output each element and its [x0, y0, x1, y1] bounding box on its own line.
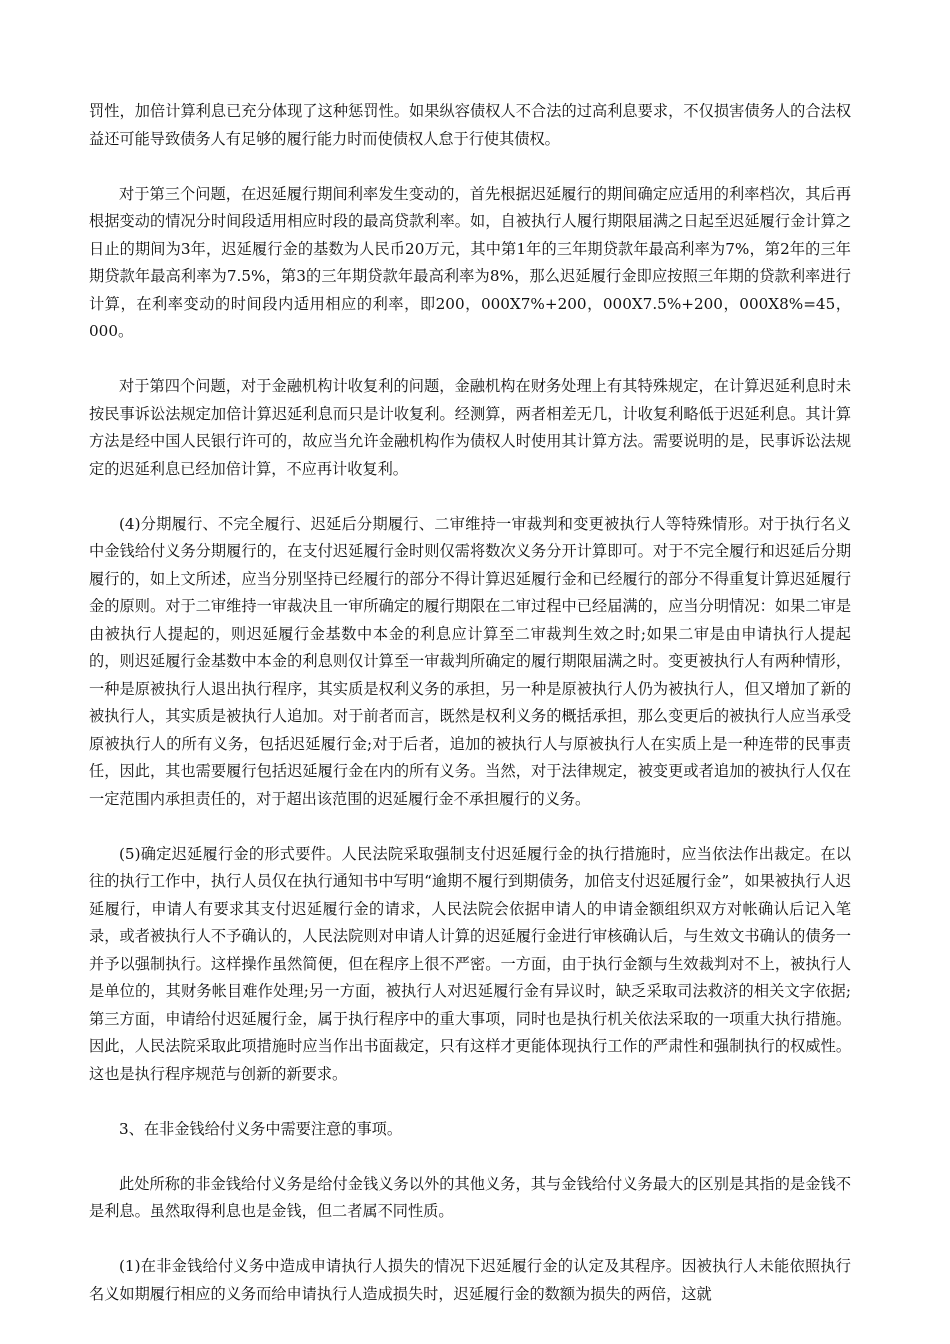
paragraph-non-monetary-loss: (1)在非金钱给付义务中造成申请执行人损失的情况下迟延履行金的认定及其程序。因被执行人未能依照执行名义如期履行相应的义务而给申请执行人造成损失时，迟延履行金的数额为损失的两倍，这就 [89, 1257, 851, 1303]
paragraph-non-monetary-definition: 此处所称的非金钱给付义务是给付金钱义务以外的其他义务，其与金钱给付义务最大的区别是其指的是金钱不是利息。虽然取得利息也是金钱，但二者属不同性质。 [89, 1174, 851, 1220]
paragraph-third-issue: 对于第三个问题，在迟延履行期间利率发生变动的，首先根据迟延履行的期间确定应适用的利率档次，其后再根据变动的情况分时间段适用相应时段的最高贷款利率。如，自被执行人履行期限届满之日起至迟延履行金计算之日止的期间为3年，迟延履行金的基数为人民币20万元，其中第1年的三年期贷款年最高利率为7%，第2年的三年期贷款年最高利率为7.5%，第3的三年期贷款年最高利率为8%，那么迟延履行金即应按照三年期的贷款利率进行计算，在利率变动的时间段内适用相应的利率，即200，000X7%+200，000X7.5%+200，000X8%=45，000。 [89, 184, 851, 340]
paragraph-continuation: 罚性，加倍计算利息已充分体现了这种惩罚性。如果纵容债权人不合法的过高利息要求，不仅损害债务人的合法权益还可能导致债务人有足够的履行能力时而使债权人怠于行使其债权。 [89, 102, 851, 148]
section-heading-non-monetary: 3、在非金钱给付义务中需要注意的事项。 [119, 1119, 403, 1138]
document-page [89, 98, 851, 1336]
paragraph-special-circumstances: (4)分期履行、不完全履行、迟延后分期履行、二审维持一审裁判和变更被执行人等特殊情形。对于执行名义中金钱给付义务分期履行的，在支付迟延履行金时则仅需将数次义务分开计算即可。对于不完全履行和迟延后分期履行的，如上文所述，应当分别坚持已经履行的部分不得计算迟延履行金和已经履行的部分不得重复计算迟延履行金的原则。对于二审维持一审裁决且一审所确定的履行期限在二审过程中已经届满的，应当分明情况：如果二审是由被执行人提起的，则迟延履行金基数中本金的利息应计算至二审裁判生效之时;如果二审是由申请执行人提起的，则迟延履行金基数中本金的利息则仅计算至一审裁判所确定的履行期限届满之时。变更被执行人有两种情形，一种是原被执行人退出执行程序，其实质是权利义务的承担，另一种是原被执行人仍为被执行人，但又增加了新的被执行人，其实质是被执行人追加。对于前者而言，既然是权利义务的概括承担，那么变更后的被执行人应当承受原被执行人的所有义务，包括迟延履行金;对于后者，追加的被执行人与原被执行人在实质上是一种连带的民事责任，因此，其也需要履行包括迟延履行金在内的所有义务。当然，对于法律规定，被变更或者追加的被执行人仅在一定范围内承担责任的，对于超出该范围的迟延履行金不承担履行的义务。 [89, 514, 851, 808]
paragraph-formal-requirements: (5)确定迟延履行金的形式要件。人民法院采取强制支付迟延履行金的执行措施时，应当依法作出裁定。在以往的执行工作中，执行人员仅在执行通知书中写明“逾期不履行到期债务，加倍支付迟延履行金”，如果被执行人迟延履行，申请人有要求其支付迟延履行金的请求，人民法院会依据申请人的申请金额组织双方对帐确认后记入笔录，或者被执行人不予确认的，人民法院则对申请人计算的迟延履行金进行审核确认后，与生效文书确认的债务一并予以强制执行。这样操作虽然简便，但在程序上很不严密。一方面，由于执行金额与生效裁判对不上，被执行人是单位的，其财务帐目难作处理;另一方面，被执行人对迟延履行金有异议时，缺乏采取司法救济的相关文字依据;第三方面，申请给付迟延履行金，属于执行程序中的重大事项，同时也是执行机关依法采取的一项重大执行措施。因此，人民法院采取此项措施时应当作出书面裁定，只有这样才更能体现执行工作的严肃性和强制执行的权威性。这也是执行程序规范与创新的新要求。 [89, 844, 851, 1083]
paragraph-fourth-issue: 对于第四个问题，对于金融机构计收复利的问题，金融机构在财务处理上有其特殊规定，在计算迟延利息时未按民事诉讼法规定加倍计算迟延利息而只是计收复利。经测算，两者相差无几，计收复利略低于迟延利息。其计算方法是经中国人民银行许可的，故应当允许金融机构作为债权人时使用其计算方法。需要说明的是，民事诉讼法规定的迟延利息已经加倍计算，不应再计收复利。 [89, 377, 851, 478]
